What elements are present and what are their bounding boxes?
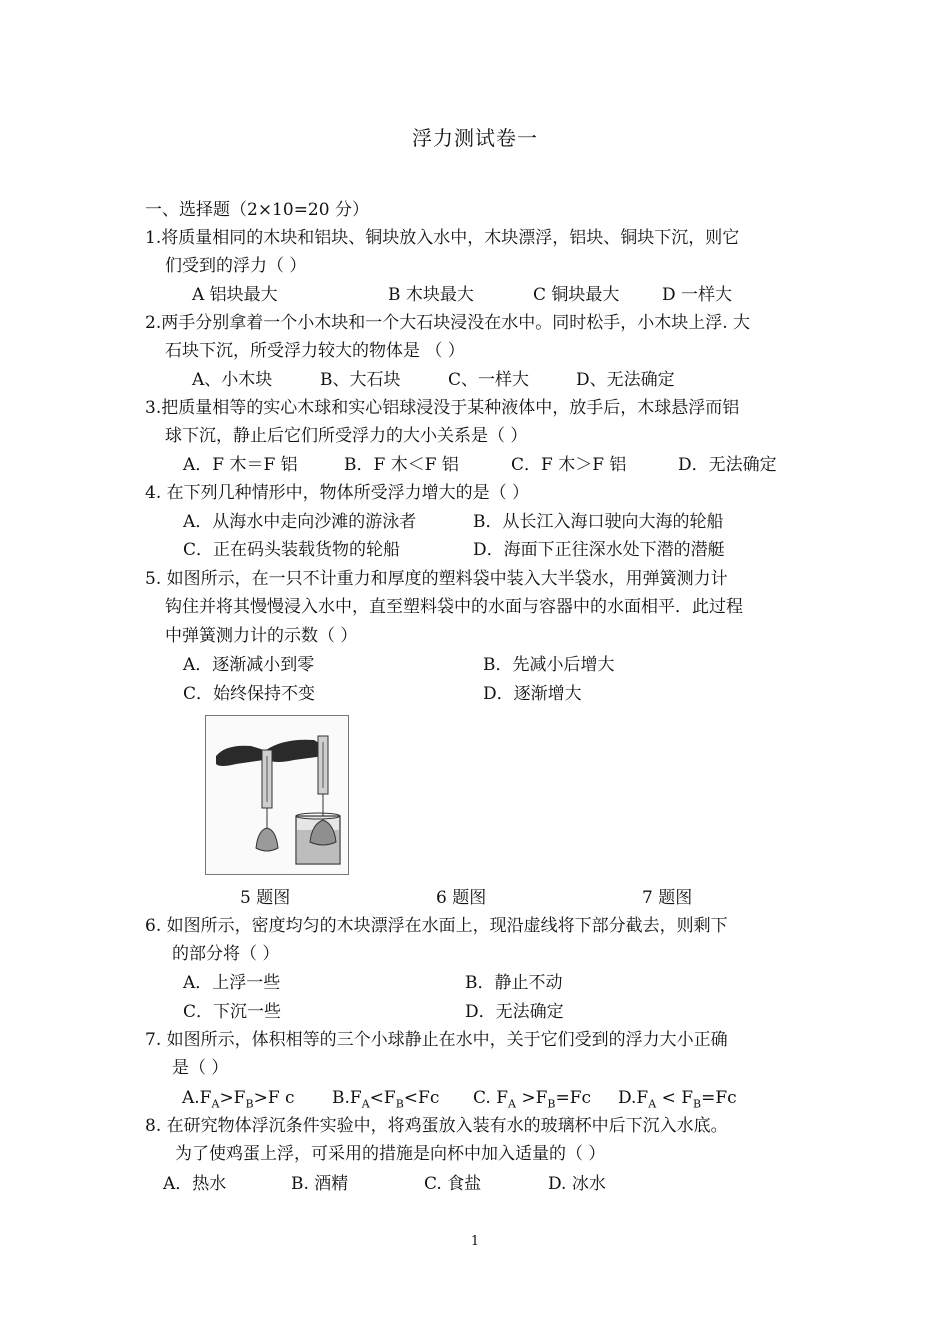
q8-option-a: A．热水 <box>163 1174 227 1194</box>
q4-option-c: C．正在码头装载货物的轮船 <box>183 540 401 560</box>
q2-option-b: B、大石块 <box>320 370 401 390</box>
q8-option-c: C. 食盐 <box>424 1174 482 1194</box>
q7-stem-line1: 7. 如图所示，体积相等的三个小球静止在水中，关于它们受到的浮力大小正确 <box>145 1030 728 1050</box>
page-number: 1 <box>470 1234 480 1249</box>
q1-option-b: B 木块最大 <box>388 285 474 305</box>
q3-stem-line1: 3.把质量相等的实心木球和实心铝球浸没于某种液体中，放手后，木球悬浮而铝 <box>145 398 740 418</box>
q5-option-c: C．始终保持不变 <box>183 684 316 704</box>
q6-option-a: A．上浮一些 <box>183 973 281 993</box>
q8-option-d: D. 冰水 <box>548 1174 606 1194</box>
spring-scale-illustration <box>206 716 348 874</box>
q7-option-b: $B.F_A<F_B<Fc$ <box>332 1088 440 1111</box>
q5-option-b: B．先减小后增大 <box>483 655 615 675</box>
q5-option-a: A．逐渐减小到零 <box>183 655 315 675</box>
q6-stem-line2: 的部分将（ ） <box>172 944 280 964</box>
q1-stem-line1: 1.将质量相同的木块和铝块、铜块放入水中，木块漂浮，铝块、铜块下沉，则它 <box>145 228 740 248</box>
q1-option-d: D 一样大 <box>662 285 733 305</box>
q5-figure-spring-scale <box>205 715 349 875</box>
caption-q7-figure: 7 题图 <box>642 888 693 908</box>
q5-stem-line1: 5. 如图所示，在一只不计重力和厚度的塑料袋中装入大半袋水，用弹簧测力计 <box>145 569 728 589</box>
q7-option-d: $D.F_A < F_B=Fc$ <box>618 1088 737 1111</box>
q6-option-d: D．无法确定 <box>465 1002 564 1022</box>
caption-q5-figure: 5 题图 <box>240 888 291 908</box>
q1-option-a: A 铝块最大 <box>192 285 278 305</box>
q7-stem-line2: 是（ ） <box>172 1058 229 1078</box>
q2-stem-line1: 2.两手分别拿着一个小木块和一个大石块浸没在水中。同时松手，小木块上浮. 大 <box>145 313 751 333</box>
caption-q6-figure: 6 题图 <box>436 888 487 908</box>
q4-option-a: A．从海水中走向沙滩的游泳者 <box>183 512 417 532</box>
q2-option-a: A、小木块 <box>192 370 273 390</box>
page-title: 浮力测试卷一 <box>412 126 538 150</box>
q3-option-a: A．F 木＝F 铝 <box>183 455 298 475</box>
q5-stem-line3: 中弹簧测力计的示数（ ） <box>165 626 358 646</box>
q2-option-d: D、无法确定 <box>576 370 675 390</box>
q6-option-b: B．静止不动 <box>465 973 563 993</box>
q3-option-b: B．F 木＜F 铝 <box>344 455 459 475</box>
q6-option-c: C．下沉一些 <box>183 1002 282 1022</box>
q6-stem-line1: 6. 如图所示，密度均匀的木块漂浮在水面上，现沿虚线将下部分截去，则剩下 <box>145 916 728 936</box>
q4-stem-line1: 4. 在下列几种情形中，物体所受浮力增大的是（ ） <box>145 483 530 503</box>
q4-option-d: D．海面下正往深水处下潜的潜艇 <box>473 540 725 560</box>
q3-stem-line2: 球下沉，静止后它们所受浮力的大小关系是（ ） <box>165 426 528 446</box>
q8-option-b: B. 酒精 <box>291 1174 349 1194</box>
q7-option-a: $A.F_A>F_B>F$ c <box>182 1088 295 1111</box>
q3-option-d: D．无法确定 <box>678 455 777 475</box>
q2-stem-line2: 石块下沉，所受浮力较大的物体是 （ ） <box>165 341 465 361</box>
section-heading: 一、选择题（2×10=20 分） <box>145 200 369 220</box>
q8-stem-line2: 为了使鸡蛋上浮，可采用的措施是向杯中加入适量的（ ） <box>175 1144 606 1164</box>
q7-option-c: C. $F_A >F_B=Fc$ <box>473 1088 592 1111</box>
q8-stem-line1: 8. 在研究物体浮沉条件实验中，将鸡蛋放入装有水的玻璃杯中后下沉入水底。 <box>145 1116 728 1136</box>
q1-stem-line2: 们受到的浮力（ ） <box>165 256 307 276</box>
q2-option-c: C、一样大 <box>448 370 530 390</box>
q5-option-d: D．逐渐增大 <box>483 684 582 704</box>
q4-option-b: B．从长江入海口驶向大海的轮船 <box>473 512 724 532</box>
q3-option-c: C．F 木＞F 铝 <box>511 455 627 475</box>
q5-stem-line2: 钩住并将其慢慢浸入水中，直至塑料袋中的水面与容器中的水面相平．此过程 <box>165 597 743 617</box>
q1-option-c: C 铜块最大 <box>533 285 620 305</box>
